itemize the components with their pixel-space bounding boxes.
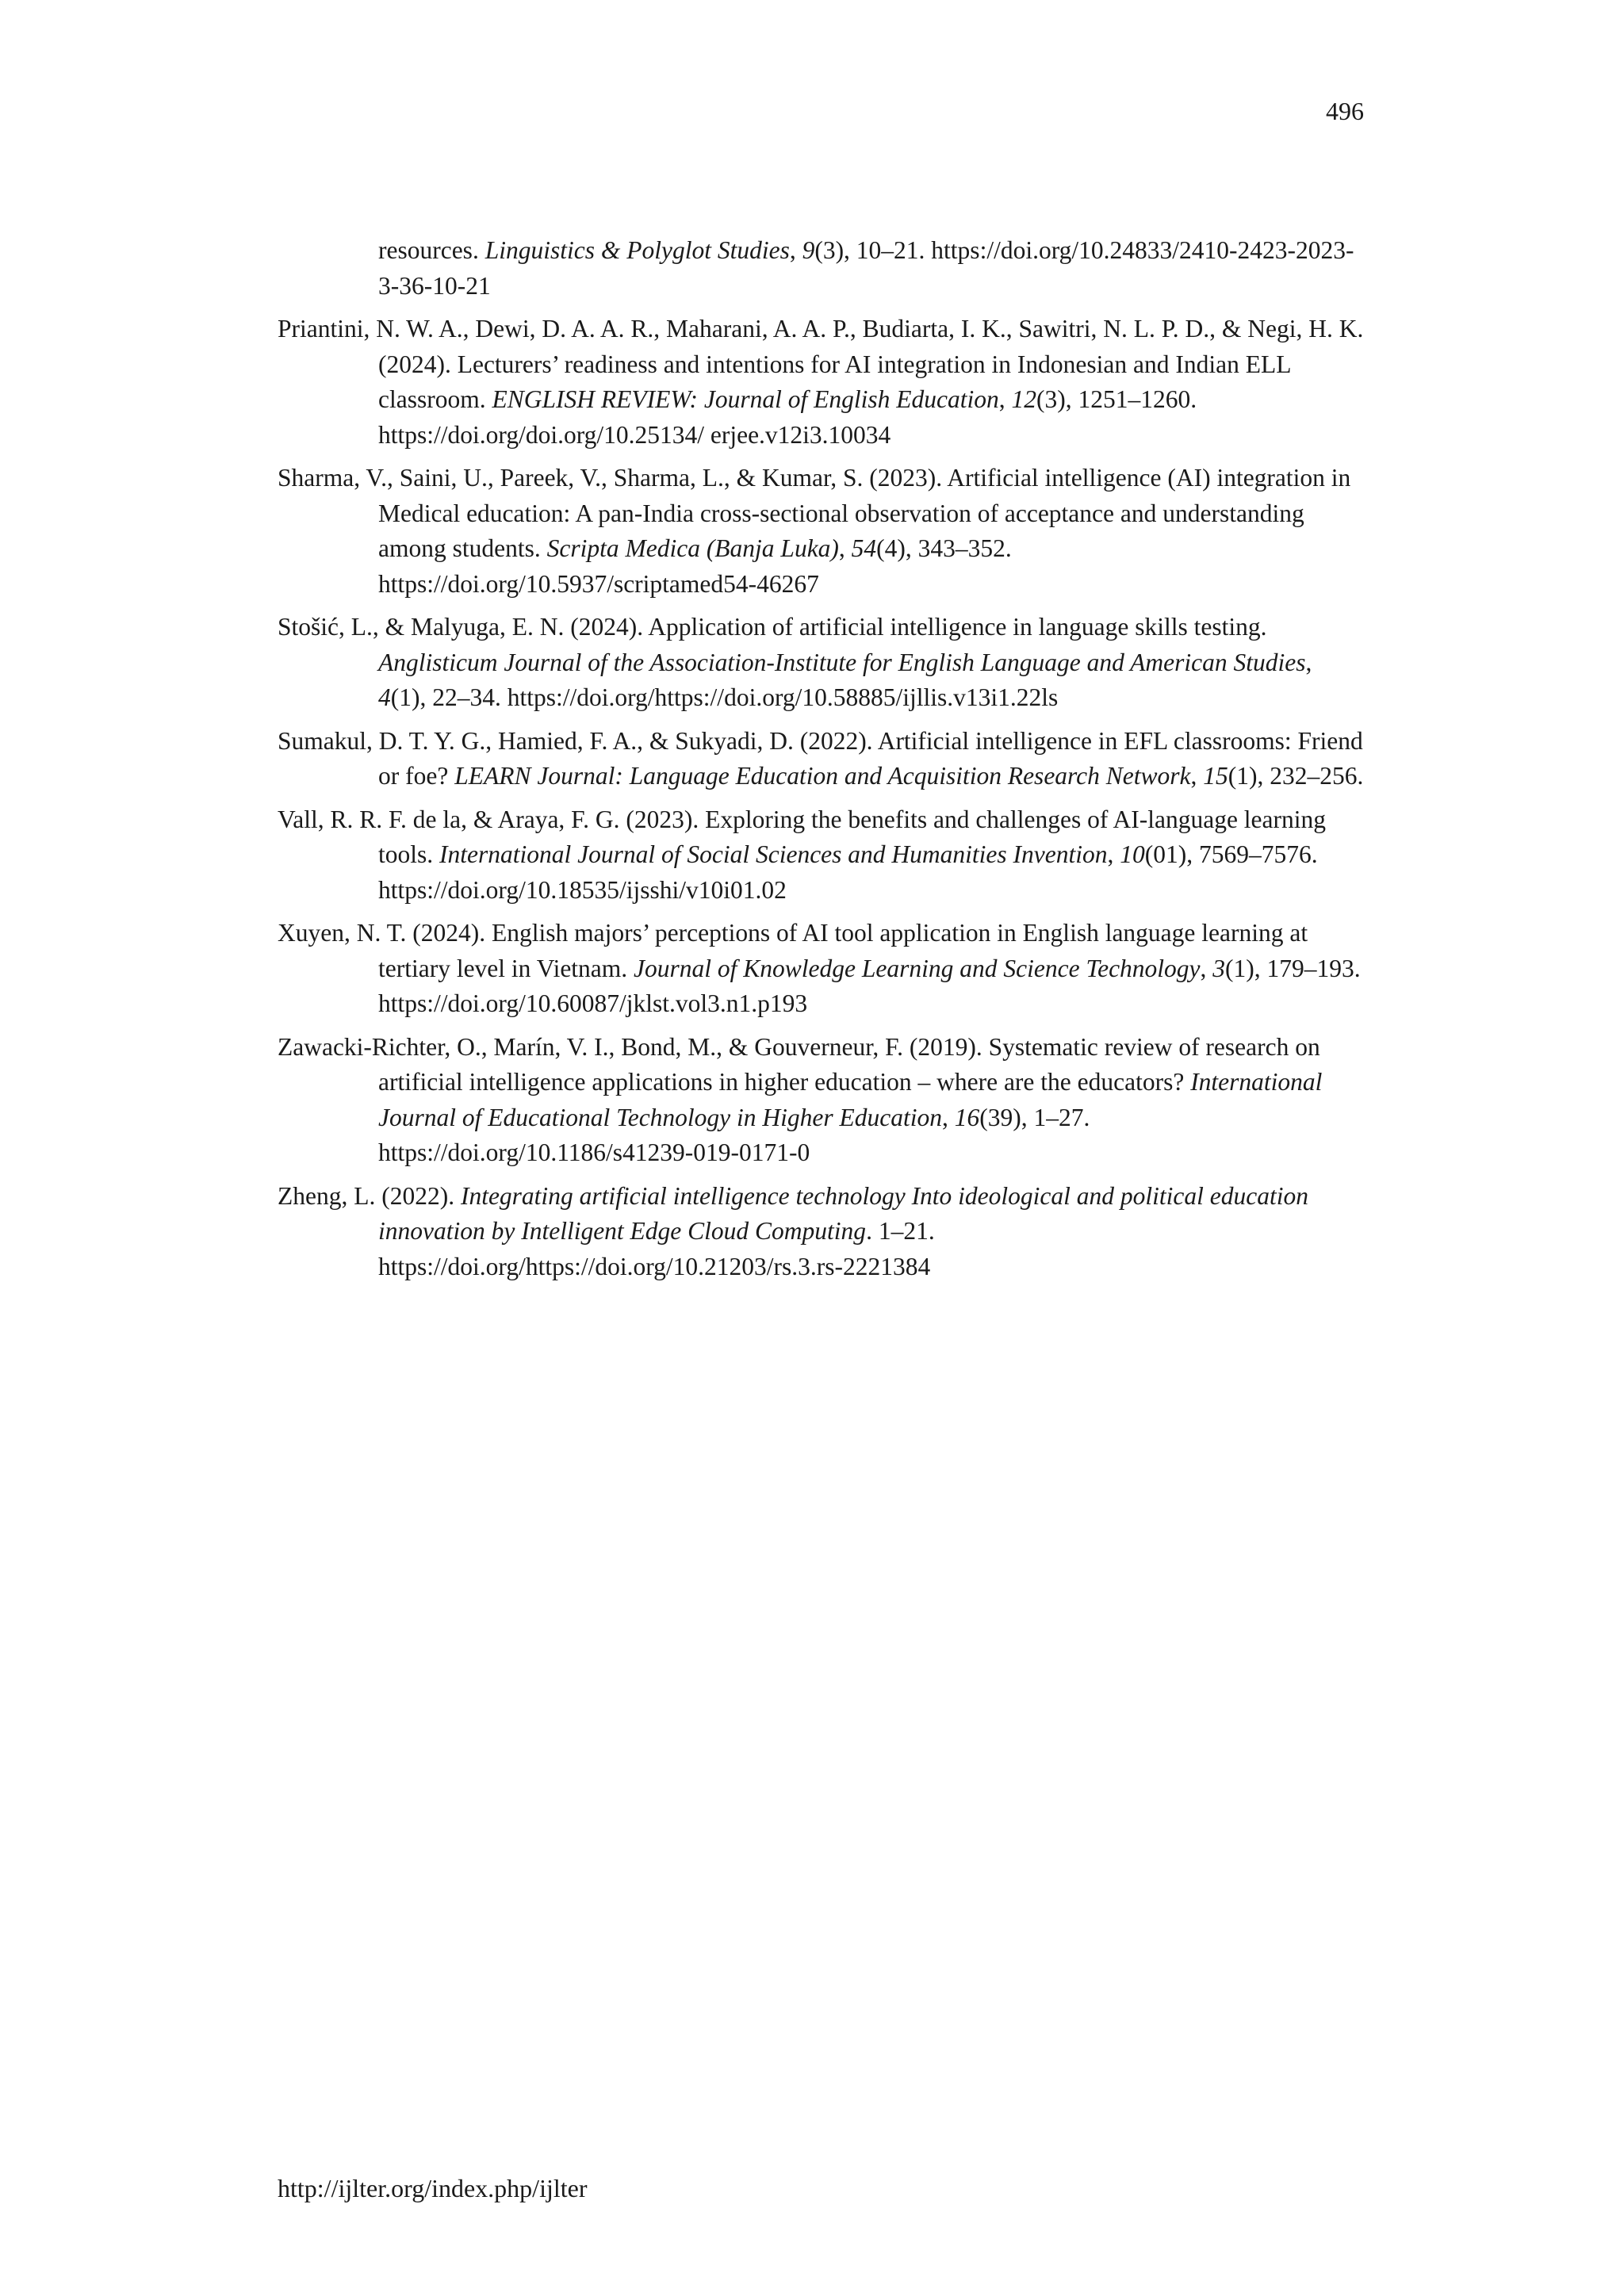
- reference-italic-segment: Linguistics & Polyglot Studies: [485, 236, 790, 264]
- reference-text-segment: (1), 179–193. https://doi.org/10.60087/jklst.vol3.n1.p193: [378, 954, 1361, 1017]
- reference-text-segment: Sumakul, D. T. Y. G., Hamied, F. A., & Sukyadi, D. (2022). Artificial intelligence in EFL classrooms: Friend or foe?: [278, 726, 1363, 790]
- reference-text-segment: ,: [1107, 840, 1120, 868]
- reference-entry: [278, 461, 1364, 602]
- reference-entry: [278, 916, 1364, 1022]
- reference-text-segment: ,: [838, 534, 852, 562]
- reference-text-segment: Priantini, N. W. A., Dewi, D. A. A. R., Maharani, A. A. P., Budiarta, I. K., Sawitri, N. L. P. D., & Negi, H. K. (2024). Lecturers’ readiness and intentions for AI integration in Indonesian and Indian ELL classroom.: [278, 315, 1364, 413]
- reference-text-segment: ,: [942, 1103, 955, 1131]
- reference-text-segment: (01), 7569–7576. https://doi.org/10.18535/ijsshi/v10i01.02: [378, 840, 1318, 904]
- reference-text-segment: resources.: [378, 236, 485, 264]
- reference-italic-segment: 15: [1203, 762, 1228, 790]
- reference-entry: [278, 1030, 1364, 1171]
- reference-text-segment: (1), 232–256.: [1228, 762, 1364, 790]
- reference-entry: [278, 1179, 1364, 1285]
- page-number: 496: [1326, 97, 1364, 125]
- reference-entry: [278, 610, 1364, 716]
- reference-italic-segment: International Journal of Social Sciences and Humanities Invention: [439, 840, 1108, 868]
- reference-text-segment: (39), 1–27. https://doi.org/10.1186/s41239-019-0171-0: [378, 1103, 1090, 1166]
- reference-italic-segment: Integrating artificial intelligence technology Into ideological and political education innovation by Intelligent Edge Cloud Computing: [378, 1181, 1308, 1245]
- reference-text-segment: Stošić, L., & Malyuga, E. N. (2024). Application of artificial intelligence in language skills testing.: [278, 613, 1267, 641]
- reference-text-segment: Vall, R. R. F. de la, & Araya, F. G. (2023). Exploring the benefits and challenges of AI-language learning tools.: [278, 805, 1327, 868]
- reference-text-segment: ,: [1190, 762, 1204, 790]
- footer-url[interactable]: http://ijlter.org/index.php/ijlter: [278, 2174, 588, 2202]
- reference-text-segment: Xuyen, N. T. (2024). English majors’ perceptions of AI tool application in English language learning at tertiary level in Vietnam.: [278, 919, 1308, 982]
- reference-italic-segment: LEARN Journal: Language Education and Acquisition Research Network: [454, 762, 1191, 790]
- reference-text-segment: (1), 22–34. https://doi.org/https://doi.org/10.58885/ijllis.v13i1.22ls: [390, 683, 1059, 711]
- reference-italic-segment: 10: [1120, 840, 1145, 868]
- reference-text-segment: ,: [1305, 648, 1312, 676]
- reference-italic-segment: ENGLISH REVIEW: Journal of English Education: [492, 385, 999, 413]
- reference-text-segment: ,: [998, 385, 1012, 413]
- reference-text-segment: . 1–21. https://doi.org/https://doi.org/10.21203/rs.3.rs-2221384: [378, 1217, 935, 1280]
- reference-text-segment: Zheng, L. (2022).: [278, 1181, 461, 1210]
- reference-italic-segment: 9: [802, 236, 815, 264]
- reference-italic-segment: Anglisticum Journal of the Association-Institute for English Language and American Studies: [378, 648, 1306, 676]
- reference-italic-segment: 16: [954, 1103, 980, 1131]
- reference-italic-segment: International Journal of Educational Technology in Higher Education: [378, 1068, 1323, 1131]
- reference-entry: [278, 724, 1364, 794]
- reference-text-segment: Sharma, V., Saini, U., Pareek, V., Sharma, L., & Kumar, S. (2023). Artificial intelligence (AI) integration in Medical education: A pan-India cross-sectional observation of acceptance and understanding among students.: [278, 464, 1351, 562]
- reference-text-segment: Zawacki-Richter, O., Marín, V. I., Bond, M., & Gouverneur, F. (2019). Systematic review of research on artificial intelligence applications in higher education – where are the educators?: [278, 1032, 1320, 1096]
- reference-list: [278, 233, 1364, 1292]
- reference-text-segment: (3), 1251–1260. https://doi.org/doi.org/10.25134/ erjee.v12i3.10034: [378, 385, 1197, 449]
- reference-entry: [278, 802, 1364, 909]
- reference-italic-segment: 12: [1011, 385, 1036, 413]
- reference-text-segment: (4), 343–352. https://doi.org/10.5937/scriptamed54-46267: [378, 534, 1012, 598]
- reference-entry: [278, 312, 1364, 453]
- reference-text-segment: (3), 10–21. https://doi.org/10.24833/2410-2423-2023-3-36-10-21: [378, 236, 1354, 300]
- reference-text-segment: ,: [789, 236, 802, 264]
- reference-italic-segment: Journal of Knowledge Learning and Science Technology: [634, 954, 1201, 982]
- reference-italic-segment: 3: [1212, 954, 1226, 982]
- reference-italic-segment: 4: [378, 683, 391, 711]
- reference-text-segment: ,: [1200, 954, 1213, 982]
- reference-entry: [278, 233, 1364, 304]
- reference-italic-segment: 54: [851, 534, 877, 562]
- reference-italic-segment: Scripta Medica (Banja Luka): [546, 534, 839, 562]
